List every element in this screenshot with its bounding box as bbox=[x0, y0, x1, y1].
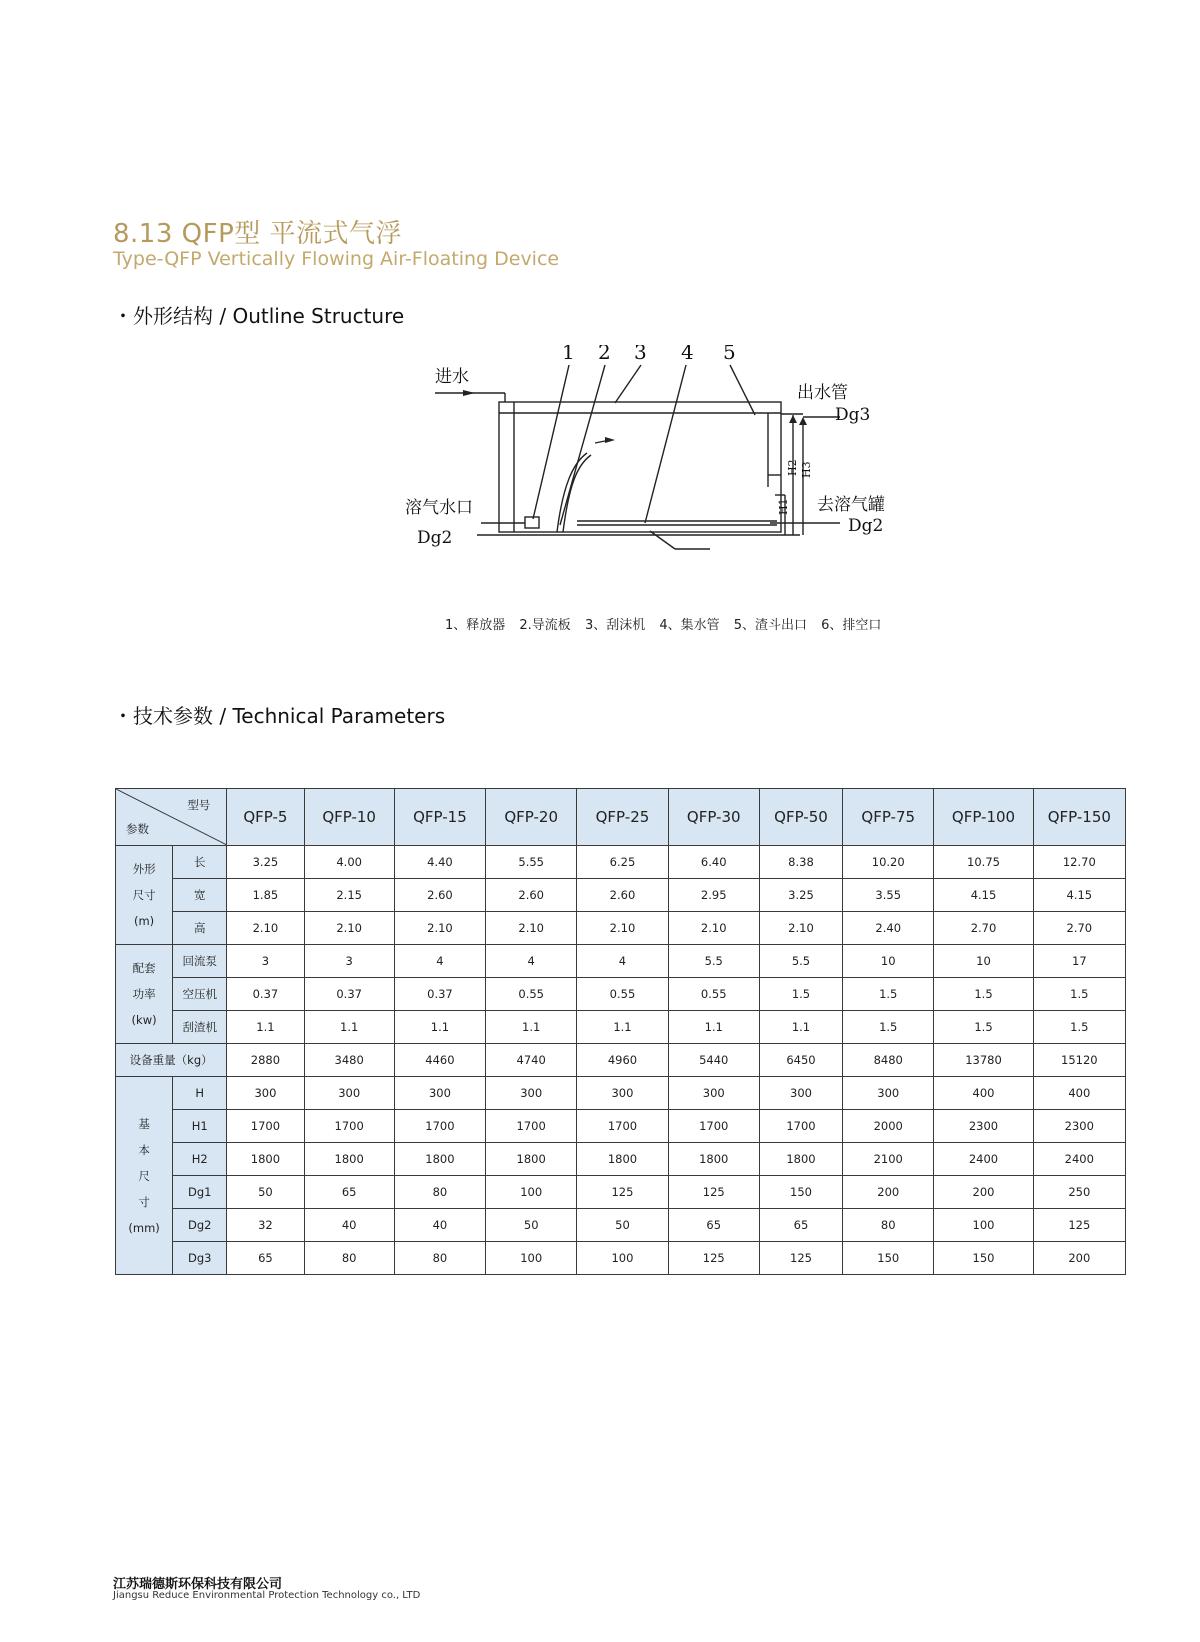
model-header: QFP-75 bbox=[843, 789, 934, 846]
table-cell: 2.10 bbox=[486, 912, 577, 945]
table-row bbox=[116, 846, 1126, 879]
page-subtitle: Type-QFP Vertically Flowing Air-Floating Device bbox=[113, 248, 560, 270]
table-cell: 150 bbox=[759, 1176, 842, 1209]
table-cell: 50 bbox=[577, 1209, 668, 1242]
table-cell: 2.60 bbox=[394, 879, 485, 912]
table-cell: 2.60 bbox=[486, 879, 577, 912]
table-cell: 4 bbox=[577, 945, 668, 978]
table-cell: 6.25 bbox=[577, 846, 668, 879]
table-cell: 0.37 bbox=[394, 978, 485, 1011]
table-cell: 1.1 bbox=[486, 1011, 577, 1044]
table-cell: 3.25 bbox=[227, 846, 304, 879]
table-cell: 100 bbox=[577, 1242, 668, 1275]
table-cell: 2.10 bbox=[759, 912, 842, 945]
table-cell: 300 bbox=[843, 1077, 934, 1110]
label-h2: H2 bbox=[786, 459, 799, 476]
table-cell: 3 bbox=[304, 945, 394, 978]
table-cell: 2880 bbox=[227, 1044, 304, 1077]
table-cell: 1.5 bbox=[1033, 1011, 1125, 1044]
row-label: Dg2 bbox=[173, 1209, 227, 1242]
table-cell: 2300 bbox=[934, 1110, 1033, 1143]
table-row bbox=[116, 1209, 1126, 1242]
table-cell: 300 bbox=[759, 1077, 842, 1110]
model-header: QFP-30 bbox=[668, 789, 759, 846]
row-label: H bbox=[173, 1077, 227, 1110]
label-h3: H3 bbox=[800, 461, 813, 478]
table-cell: 150 bbox=[934, 1242, 1033, 1275]
table-cell: 300 bbox=[227, 1077, 304, 1110]
callout-1: 1 bbox=[562, 345, 575, 364]
row-group-label: 外形 尺寸 (m) bbox=[116, 846, 173, 945]
table-cell: 17 bbox=[1033, 945, 1125, 978]
table-cell: 12.70 bbox=[1033, 846, 1125, 879]
table-header-row bbox=[116, 789, 1126, 846]
table-cell: 5.55 bbox=[486, 846, 577, 879]
table-cell: 1.5 bbox=[934, 1011, 1033, 1044]
section-outline-heading: ・外形结构 / Outline Structure bbox=[113, 304, 405, 328]
label-inlet: 进水 bbox=[435, 367, 469, 387]
table-cell: 10.75 bbox=[934, 846, 1033, 879]
model-header: QFP-50 bbox=[759, 789, 842, 846]
table-cell: 4.15 bbox=[1033, 879, 1125, 912]
table-cell: 1.5 bbox=[759, 978, 842, 1011]
table-cell: 250 bbox=[1033, 1176, 1125, 1209]
model-header: QFP-25 bbox=[577, 789, 668, 846]
table-cell: 400 bbox=[1033, 1077, 1125, 1110]
table-cell: 1800 bbox=[227, 1143, 304, 1176]
table-cell: 80 bbox=[843, 1209, 934, 1242]
table-cell: 1.5 bbox=[843, 1011, 934, 1044]
row-group-label: 基 本 尺 寸 (mm) bbox=[116, 1077, 173, 1275]
table-cell: 65 bbox=[304, 1176, 394, 1209]
label-outlet-pipe: 出水管 bbox=[797, 383, 848, 403]
table-cell: 1700 bbox=[394, 1110, 485, 1143]
table-cell: 0.55 bbox=[486, 978, 577, 1011]
model-header: QFP-15 bbox=[394, 789, 485, 846]
table-cell: 2.10 bbox=[227, 912, 304, 945]
table-cell: 3480 bbox=[304, 1044, 394, 1077]
table-cell: 1800 bbox=[759, 1143, 842, 1176]
label-to-tank: 去溶气罐 bbox=[817, 495, 885, 515]
table-cell: 50 bbox=[486, 1209, 577, 1242]
table-cell: 4.00 bbox=[304, 846, 394, 879]
table-cell: 13780 bbox=[934, 1044, 1033, 1077]
outline-structure-diagram bbox=[405, 345, 950, 580]
table-row bbox=[116, 945, 1126, 978]
footer-company-en: Jiangsu Reduce Environmental Protection Technology co., LTD bbox=[113, 1590, 421, 1601]
row-label: H2 bbox=[173, 1143, 227, 1176]
table-cell: 100 bbox=[486, 1242, 577, 1275]
table-cell: 2100 bbox=[843, 1143, 934, 1176]
table-row bbox=[116, 912, 1126, 945]
table-cell: 4960 bbox=[577, 1044, 668, 1077]
table-cell: 300 bbox=[577, 1077, 668, 1110]
table-cell: 1700 bbox=[577, 1110, 668, 1143]
table-cell: 1.5 bbox=[1033, 978, 1125, 1011]
table-cell: 125 bbox=[668, 1176, 759, 1209]
table-cell: 300 bbox=[668, 1077, 759, 1110]
table-cell: 100 bbox=[486, 1176, 577, 1209]
table-cell: 1.1 bbox=[394, 1011, 485, 1044]
table-cell: 300 bbox=[394, 1077, 485, 1110]
callout-3: 3 bbox=[634, 345, 647, 364]
table-cell: 0.37 bbox=[227, 978, 304, 1011]
table-cell: 2.60 bbox=[577, 879, 668, 912]
table-cell: 2.10 bbox=[668, 912, 759, 945]
table-cell: 1800 bbox=[577, 1143, 668, 1176]
row-label: 回流泵 bbox=[173, 945, 227, 978]
table-cell: 200 bbox=[934, 1176, 1033, 1209]
row-label: 长 bbox=[173, 846, 227, 879]
table-cell: 1800 bbox=[304, 1143, 394, 1176]
page-title: 8.13 QFP型 平流式气浮 bbox=[113, 219, 403, 249]
row-label: 高 bbox=[173, 912, 227, 945]
table-row bbox=[116, 1242, 1126, 1275]
table-cell: 5.5 bbox=[759, 945, 842, 978]
table-row bbox=[116, 1110, 1126, 1143]
callout-4: 4 bbox=[681, 345, 694, 364]
table-cell: 1800 bbox=[486, 1143, 577, 1176]
table-cell: 2400 bbox=[934, 1143, 1033, 1176]
table-cell: 1800 bbox=[668, 1143, 759, 1176]
table-cell: 4.15 bbox=[934, 879, 1033, 912]
table-cell: 6.40 bbox=[668, 846, 759, 879]
table-cell: 80 bbox=[394, 1242, 485, 1275]
table-cell: 1700 bbox=[486, 1110, 577, 1143]
label-dissolved-inlet: 溶气水口 bbox=[405, 498, 473, 518]
table-cell: 8480 bbox=[843, 1044, 934, 1077]
table-row bbox=[116, 1077, 1126, 1110]
row-label: H1 bbox=[173, 1110, 227, 1143]
section-technical-heading: ・技术参数 / Technical Parameters bbox=[113, 704, 446, 728]
model-header: QFP-10 bbox=[304, 789, 394, 846]
table-cell: 400 bbox=[934, 1077, 1033, 1110]
table-cell: 3 bbox=[227, 945, 304, 978]
table-cell: 4.40 bbox=[394, 846, 485, 879]
table-cell: 300 bbox=[304, 1077, 394, 1110]
table-cell: 2.95 bbox=[668, 879, 759, 912]
table-cell: 3.25 bbox=[759, 879, 842, 912]
model-header: QFP-100 bbox=[934, 789, 1033, 846]
table-cell: 0.55 bbox=[577, 978, 668, 1011]
model-header: QFP-20 bbox=[486, 789, 577, 846]
table-cell: 10.20 bbox=[843, 846, 934, 879]
table-cell: 8.38 bbox=[759, 846, 842, 879]
table-cell: 4740 bbox=[486, 1044, 577, 1077]
callout-2: 2 bbox=[598, 345, 611, 364]
table-cell: 15120 bbox=[1033, 1044, 1125, 1077]
table-cell: 40 bbox=[304, 1209, 394, 1242]
table-cell: 5.5 bbox=[668, 945, 759, 978]
table-cell: 2.10 bbox=[304, 912, 394, 945]
table-cell: 4460 bbox=[394, 1044, 485, 1077]
table-cell: 200 bbox=[843, 1176, 934, 1209]
table-corner-cell bbox=[116, 789, 227, 846]
table-cell: 10 bbox=[843, 945, 934, 978]
table-cell: 1.1 bbox=[304, 1011, 394, 1044]
table-row bbox=[116, 1011, 1126, 1044]
table-cell: 2.10 bbox=[577, 912, 668, 945]
diagram-legend: 1、释放器 2.导流板 3、刮沫机 4、集水管 5、渣斗出口 6、排空口 bbox=[445, 618, 882, 633]
label-h1: H1 bbox=[777, 498, 790, 515]
table-cell: 125 bbox=[668, 1242, 759, 1275]
table-cell: 300 bbox=[486, 1077, 577, 1110]
table-cell: 80 bbox=[304, 1242, 394, 1275]
label-dg2-right: Dg2 bbox=[848, 516, 884, 536]
row-label: 宽 bbox=[173, 879, 227, 912]
table-cell: 2000 bbox=[843, 1110, 934, 1143]
table-cell: 1800 bbox=[394, 1143, 485, 1176]
table-cell: 4 bbox=[394, 945, 485, 978]
table-cell: 65 bbox=[759, 1209, 842, 1242]
table-cell: 6450 bbox=[759, 1044, 842, 1077]
table-cell: 65 bbox=[227, 1242, 304, 1275]
table-cell: 4 bbox=[486, 945, 577, 978]
table-cell: 1.85 bbox=[227, 879, 304, 912]
table-cell: 2.10 bbox=[394, 912, 485, 945]
table-row bbox=[116, 1044, 1126, 1077]
tank-outline bbox=[499, 402, 781, 532]
table-row bbox=[116, 1143, 1126, 1176]
table-cell: 2.15 bbox=[304, 879, 394, 912]
table-row bbox=[116, 1176, 1126, 1209]
table-cell: 2.40 bbox=[843, 912, 934, 945]
table-cell: 2400 bbox=[1033, 1143, 1125, 1176]
row-group-label: 配套 功率 (kw) bbox=[116, 945, 173, 1044]
table-cell: 1.1 bbox=[668, 1011, 759, 1044]
table-cell: 125 bbox=[759, 1242, 842, 1275]
table-cell: 0.55 bbox=[668, 978, 759, 1011]
model-header: QFP-5 bbox=[227, 789, 304, 846]
row-group-label: 设备重量（kg） bbox=[116, 1044, 227, 1077]
row-label: 空压机 bbox=[173, 978, 227, 1011]
table-cell: 80 bbox=[394, 1176, 485, 1209]
table-cell: 1.1 bbox=[577, 1011, 668, 1044]
table-cell: 50 bbox=[227, 1176, 304, 1209]
table-cell: 0.37 bbox=[304, 978, 394, 1011]
table-row bbox=[116, 879, 1126, 912]
table-cell: 2.70 bbox=[934, 912, 1033, 945]
table-cell: 2.70 bbox=[1033, 912, 1125, 945]
table-cell: 1.1 bbox=[759, 1011, 842, 1044]
table-cell: 1700 bbox=[668, 1110, 759, 1143]
row-label: Dg3 bbox=[173, 1242, 227, 1275]
corner-model-label: 型号 bbox=[187, 798, 211, 812]
model-header: QFP-150 bbox=[1033, 789, 1125, 846]
table-cell: 40 bbox=[394, 1209, 485, 1242]
table-cell: 10 bbox=[934, 945, 1033, 978]
table-cell: 1.5 bbox=[934, 978, 1033, 1011]
callout-5: 5 bbox=[723, 345, 736, 364]
table-cell: 1700 bbox=[227, 1110, 304, 1143]
table-row bbox=[116, 978, 1126, 1011]
table-cell: 125 bbox=[577, 1176, 668, 1209]
row-label: 刮渣机 bbox=[173, 1011, 227, 1044]
table-cell: 1.5 bbox=[843, 978, 934, 1011]
table-cell: 1700 bbox=[759, 1110, 842, 1143]
table-cell: 1.1 bbox=[227, 1011, 304, 1044]
table-cell: 150 bbox=[843, 1242, 934, 1275]
table-cell: 125 bbox=[1033, 1209, 1125, 1242]
table-cell: 5440 bbox=[668, 1044, 759, 1077]
table-cell: 200 bbox=[1033, 1242, 1125, 1275]
corner-param-label: 参数 bbox=[126, 822, 149, 836]
footer-company-cn: 江苏瑞德斯环保科技有限公司 bbox=[113, 1577, 283, 1592]
label-dg3: Dg3 bbox=[835, 405, 871, 425]
table-cell: 3.55 bbox=[843, 879, 934, 912]
table-cell: 32 bbox=[227, 1209, 304, 1242]
table-cell: 1700 bbox=[304, 1110, 394, 1143]
parameter-table bbox=[115, 788, 1126, 1275]
table-cell: 65 bbox=[668, 1209, 759, 1242]
label-dg2-left: Dg2 bbox=[417, 528, 453, 548]
table-cell: 100 bbox=[934, 1209, 1033, 1242]
row-label: Dg1 bbox=[173, 1176, 227, 1209]
table-cell: 2300 bbox=[1033, 1110, 1125, 1143]
